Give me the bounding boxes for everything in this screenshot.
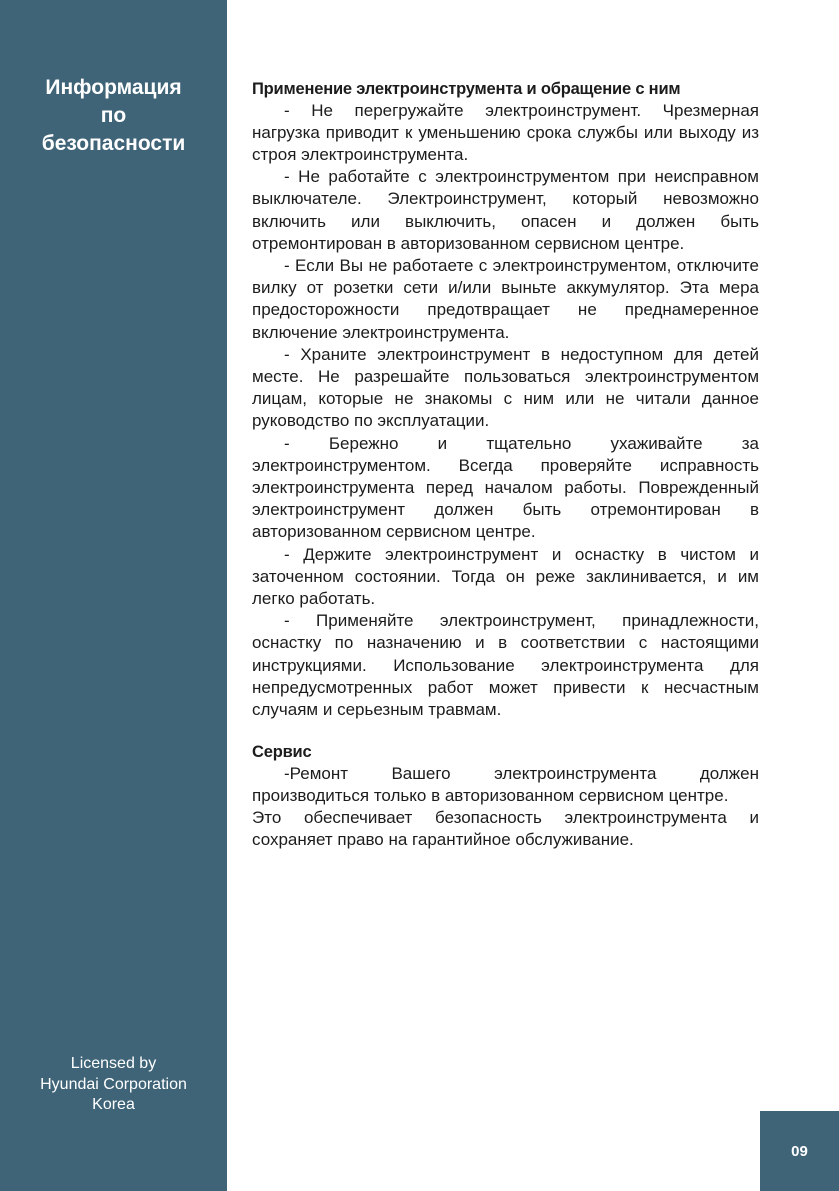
paragraph: - Не работайте с электроинструментом при неисправном выключателе. Электроинструмент, который невозможно включить или выключить, опасен и должен быть отремонтирован в авторизованном сервисном центре. [252, 167, 759, 253]
section-heading-usage: Применение электроинструмента и обращение с ним [252, 80, 681, 98]
sidebar-title-line: по [100, 104, 127, 127]
sidebar-title [0, 74, 227, 158]
paragraph: - Не перегружайте электроинструмент. Чрезмерная нагрузка приводит к уменьшению срока службы или выходу из строя электроинструмента. [252, 100, 759, 164]
paragraph: - Держите электроинструмент и оснастку в чистом и заточенном состоянии. Тогда он реже заклинивается, и им легко работать. [252, 544, 759, 608]
sidebar-title-line: безопасности [41, 132, 186, 155]
paragraph: - Храните электроинструмент в недоступном для детей месте. Не разрешайте пользоваться электроинструментом лицам, которые не знакомы с ним или не читали данное руководство по эксплуатации. [252, 344, 759, 431]
sidebar [0, 0, 227, 1191]
sidebar-title-line: Информация [45, 76, 182, 99]
license-note [0, 1054, 227, 1116]
paragraph: -Ремонт Вашего электроинструмента должен производиться только в авторизованном сервисном центре. [252, 763, 759, 805]
main-content [252, 80, 759, 852]
paragraph: Это обеспечивает безопасность электроинструмента и сохраняет право на гарантийное обслуживание. [252, 808, 759, 850]
page-number-label: 09 [791, 1142, 808, 1160]
license-line: Korea [92, 1096, 135, 1113]
paragraph: - Если Вы не работаете с электроинструментом, отключите вилку от розетки сети и/или выньте аккумулятор. Эта мера предосторожности предотвращает не преднамеренное включение электроинструмента. [252, 255, 759, 342]
license-line: Hyundai Corporation [40, 1075, 187, 1093]
paragraph: - Применяйте электроинструмент, принадлежности, оснастку по назначению и в соответствии с настоящими инструкциями. Использование электроинструмента для непредусмотренных работ может привести к несчастным случаям и серьезным травмам. [252, 611, 759, 719]
section-heading-service: Сервис [252, 743, 312, 762]
license-line: Licensed by [70, 1055, 157, 1072]
paragraph: - Бережно и тщательно ухаживайте за электроинструментом. Всегда проверяйте исправность электроинструмента перед началом работы. Поврежденный электроинструмент должен быть отремонтирован в авторизованном сервисном центре. [252, 433, 759, 542]
page-number [760, 1111, 839, 1191]
